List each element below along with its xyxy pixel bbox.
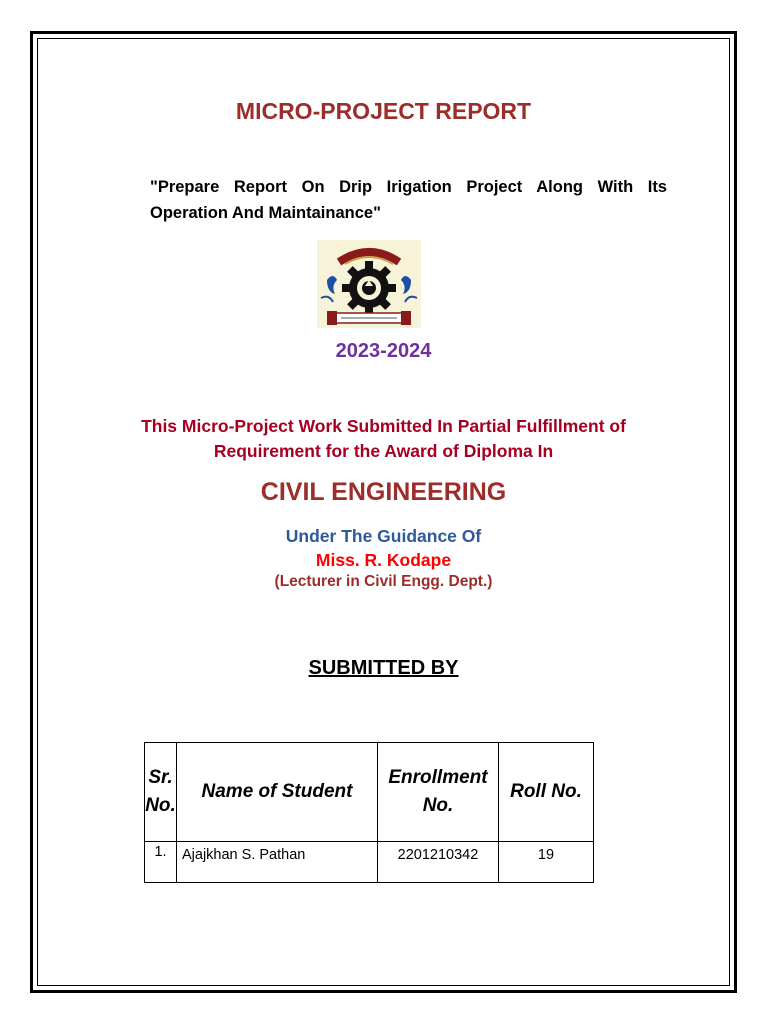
branch-name: CIVIL ENGINEERING: [260, 478, 507, 506]
submitted-by-heading: [37, 657, 730, 680]
institute-seal-gear-logo-icon: [317, 240, 421, 328]
guide-designation: (Lecturer in Civil Engg. Dept.): [274, 573, 493, 590]
header-student-name: Name of Student: [177, 743, 378, 842]
academic-year: 2023-2024: [335, 340, 432, 362]
cell-sr-no: 1.: [145, 842, 177, 883]
submitted-by-text: SUBMITTED BY: [308, 657, 459, 679]
submission-statement: [37, 414, 730, 464]
students-table: [144, 742, 594, 883]
table-row: [145, 842, 594, 883]
submission-line-2: Requirement for the Award of Diploma In: [213, 441, 554, 461]
project-topic: "Prepare Report On Drip Irigation Project Along With Its Operation And Maintainance": [150, 178, 667, 222]
cell-enrollment-no: 2201210342: [378, 842, 499, 883]
table-header-row: [145, 743, 594, 842]
header-roll-no: Roll No.: [499, 743, 594, 842]
report-title: MICRO-PROJECT REPORT: [235, 98, 532, 124]
guidance-label: Under The Guidance Of: [285, 526, 482, 546]
cell-student-name: Ajajkhan S. Pathan: [177, 842, 378, 883]
header-sr-no: Sr.No.: [145, 743, 177, 842]
header-enrollment-no: Enrollment No.: [378, 743, 499, 842]
guide-name: Miss. R. Kodape: [315, 550, 452, 570]
institute-logo: [317, 240, 421, 328]
submission-line-1: This Micro-Project Work Submitted In Partial Fulfillment of: [141, 416, 626, 436]
cell-roll-no: 19: [499, 842, 594, 883]
